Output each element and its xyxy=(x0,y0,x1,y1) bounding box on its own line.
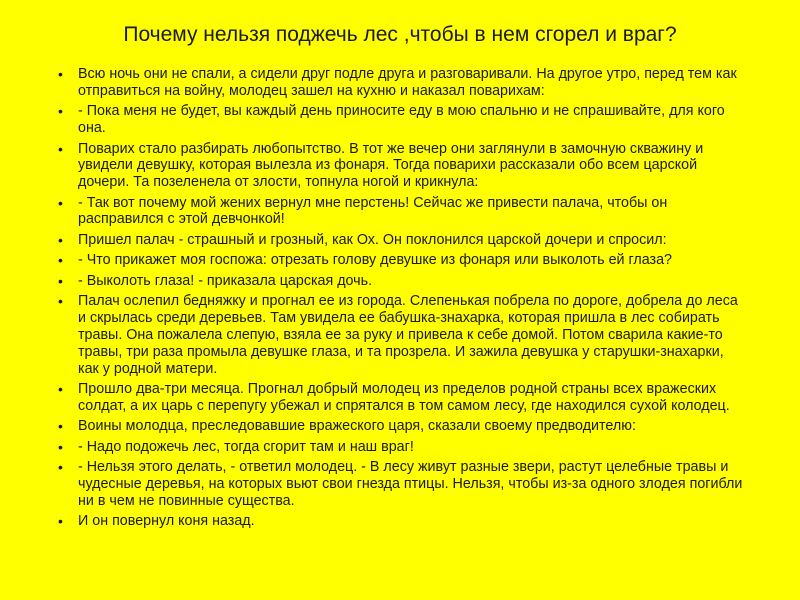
bullet-item: • - Выколоть глаза! - приказала царская дочь. xyxy=(58,273,748,290)
bullet-item: • И он повернул коня назад. xyxy=(58,513,748,530)
bullet-item: • - Что прикажет моя госпожа: отрезать голову девушке из фонаря или выколоть ей глаза? xyxy=(58,252,748,269)
bullet-item: • Прошло два-три месяца. Прогнал добрый молодец из пределов родной страны всех вражеских солдат, а их царь с перепугу убежал и спрятался в том самом лесу, где находился сухой колодец. xyxy=(58,381,748,415)
bullet-item: • Поварих стало разбирать любопытство. В тот же вечер они заглянули в замочную скважину и увидели девушку, которая вылезла из фонаря. Тогда поварихи рассказали обо всем царской дочери. Та позеленела от злости, топнула ногой и крикнула: xyxy=(58,141,748,191)
bullet-list xyxy=(58,66,748,534)
bullet-item: • - Так вот почему мой жених вернул мне перстень! Сейчас же привести палача, чтобы он расправился с этой девчонкой! xyxy=(58,195,748,229)
bullet-item: • - Пока меня не будет, вы каждый день приносите еду в мою спальню и не спрашивайте, для кого она. xyxy=(58,103,748,137)
bullet-item: • Всю ночь они не спали, а сидели друг подле друга и разговаривали. На другое утро, перед тем как отправиться на войну, молодец зашел на кухню и наказал поварихам: xyxy=(58,66,748,100)
bullet-item: • Воины молодца, преследовавшие вражеского царя, сказали своему предводителю: xyxy=(58,418,748,435)
bullet-item: • - Надо подожечь лес, тогда сгорит там и наш враг! xyxy=(58,439,748,456)
bullet-item: • - Нельзя этого делать, - ответил молодец. - В лесу живут разные звери, растут целебные травы и чудесные деревья, на которых вьют свои гнезда птицы. Нельзя, чтобы из-за одного злодея погибли ни в чем не повинные существа. xyxy=(58,459,748,509)
bullet-item: • Пришел палач - страшный и грозный, как Ох. Он поклонился царской дочери и спросил: xyxy=(58,232,748,249)
bullet-item: • Палач ослепил бедняжку и прогнал ее из города. Слепенькая побрела по дороге, добрела до леса и скрылась среди деревьев. Там увидела ее бабушка-знахарка, которая пришла в лес собирать травы. Она пожалела слепую, взяла ее за руку и привела к себе домой. Потом сварила какие-то травы, три раза промыла девушке глаза, и та прозрела. И зажила девушка у старушки-знахарки, как у родной матери. xyxy=(58,293,748,377)
slide-title: Почему нельзя поджечь лес ,чтобы в нем сгорел и враг? xyxy=(123,23,677,46)
